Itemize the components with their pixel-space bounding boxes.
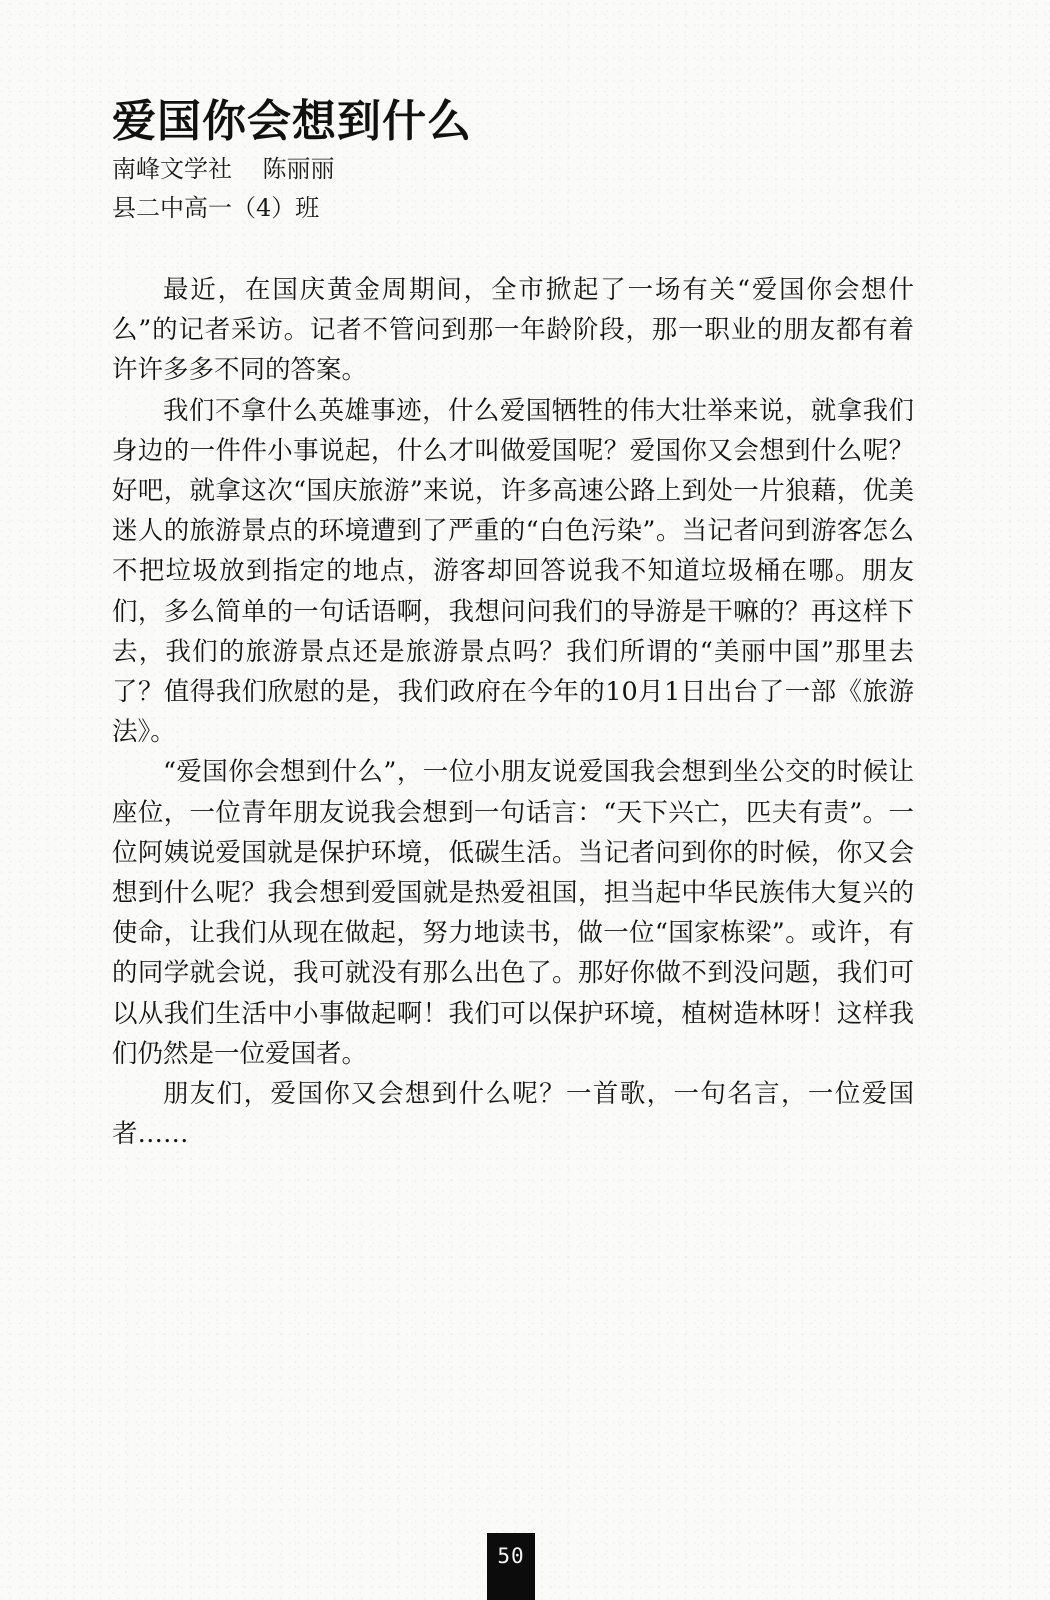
paragraph-1: 最近，在国庆黄金周期间，全市掀起了一场有关“爱国你会想什么”的记者采访。记者不管问到那一年龄阶段，那一职业的朋友都有着许许多多不同的答案。 <box>112 275 914 386</box>
paragraph-4: 朋友们，爱国你又会想到什么呢？一首歌，一句名言，一位爱国者…… <box>112 1079 914 1150</box>
article-body <box>112 270 914 1154</box>
paragraph-2: 我们不拿什么英雄事迹，什么爱国牺牲的伟大壮举来说，就拿我们身边的一件件小事说起，什么才叫做爱国呢？爱国你又会想到什么呢？好吧，就拿这次“国庆旅游”来说，许多高速公路上到处一片狼藉，优美迷人的旅游景点的环境遭到了严重的“白色污染”。当记者问到游客怎么不把垃圾放到指定的地点，游客却回答说我不知道垃圾桶在哪。朋友们，多么简单的一句话语啊，我想问问我们的导游是干嘛的？再这样下去，我们的旅游景点还是旅游景点吗？我们所谓的“美丽中国”那里去了？值得我们欣慰的是，我们政府在今年的10月1日出台了一部《旅游法》。 <box>112 395 914 748</box>
page-number: 50 <box>487 1533 535 1600</box>
paragraph-3: “爱国你会想到什么”，一位小朋友说爱国我会想到坐公交的时候让座位，一位青年朋友说我会想到一句话言：“天下兴亡，匹夫有责”。一位阿姨说爱国就是保护环境，低碳生活。当记者问到你的时候，你又会想到什么呢？我会想到爱国就是热爱祖国，担当起中华民族伟大复兴的使命，让我们从现在做起，努力地读书，做一位“国家栋梁”。或许，有的同学就会说，我可就没有那么出色了。那好你做不到没问题，我们可以从我们生活中小事做起啊！我们可以保护环境，植树造林呀！这样我们仍然是一位爱国者。 <box>112 757 914 1069</box>
article-title: 爱国你会想到什么 <box>112 96 472 147</box>
class-line: 县二中高一（4）班 <box>112 194 320 222</box>
author-line: 南峰文学社 陈丽丽 <box>112 155 335 183</box>
